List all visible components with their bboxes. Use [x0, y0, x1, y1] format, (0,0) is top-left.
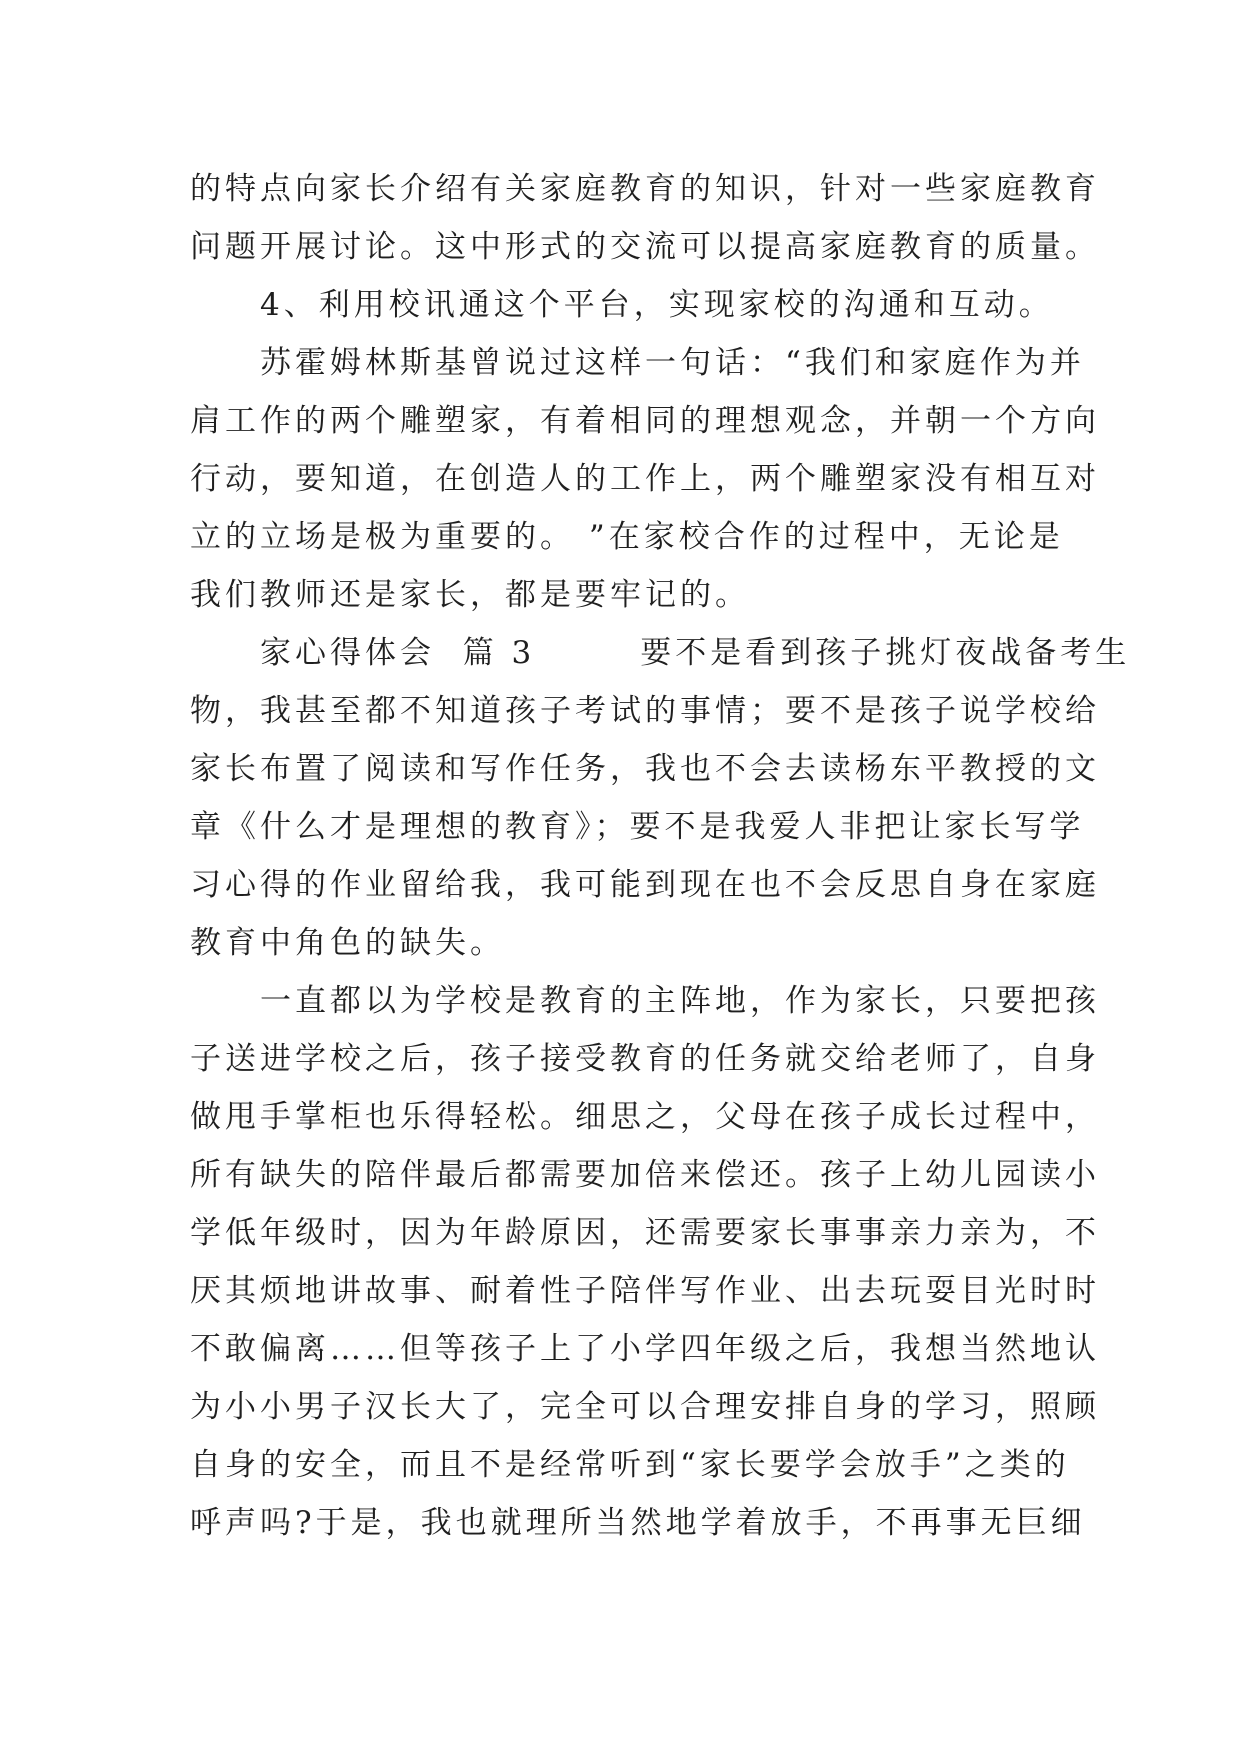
text-line: 问题开展讨论。这中形式的交流可以提高家庭教育的质量。: [190, 229, 1100, 265]
text-line: 呼声吗?于是，我也就理所当然地学着放手，不再事无巨细: [190, 1505, 1086, 1541]
text-line: 子送进学校之后，孩子接受教育的任务就交给老师了，自身: [190, 1041, 1100, 1077]
text-line: 厌其烦地讲故事、耐着性子陪伴写作业、出去玩耍目光时时: [190, 1273, 1100, 1309]
text-line: 所有缺失的陪伴最后都需要加倍来偿还。孩子上幼儿园读小: [190, 1157, 1100, 1193]
text-line: 教育中角色的缺失。: [190, 925, 505, 961]
text-line: 我们教师还是家长，都是要牢记的。: [190, 577, 750, 613]
text-line: 一直都以为学校是教育的主阵地，作为家长，只要把孩: [190, 983, 1100, 1019]
text-line: 的特点向家长介绍有关家庭教育的知识，针对一些家庭教育: [190, 171, 1100, 207]
document-body: [190, 160, 1131, 1552]
text-line: 不敢偏离……但等孩子上了小学四年级之后，我想当然地认: [190, 1331, 1100, 1367]
text-line: 立的立场是极为重要的。 ”在家校合作的过程中，无论是: [190, 519, 1064, 555]
text-line: 物，我甚至都不知道孩子考试的事情；要不是孩子说学校给: [190, 693, 1100, 729]
text-line: 自身的安全，而且不是经常听到“家长要学会放手”之类的: [190, 1447, 1070, 1483]
text-line: 4、利用校讯通这个平台，实现家校的沟通和互动。: [190, 287, 1054, 323]
section-heading-line: 家心得体会 篇 3 要不是看到孩子挑灯夜战备考生: [190, 635, 1131, 671]
text-line: 苏霍姆林斯基曾说过这样一句话：“我们和家庭作为并: [190, 345, 1085, 381]
text-line: 肩工作的两个雕塑家，有着相同的理想观念，并朝一个方向: [190, 403, 1100, 439]
text-line: 家长布置了阅读和写作任务，我也不会去读杨东平教授的文: [190, 751, 1100, 787]
text-line: 为小小男子汉长大了，完全可以合理安排自身的学习，照顾: [190, 1389, 1100, 1425]
text-line: 做甩手掌柜也乐得轻松。细思之，父母在孩子成长过程中，: [190, 1099, 1100, 1135]
text-line: 章《什么才是理想的教育》；要不是我爱人非把让家长写学: [190, 809, 1085, 845]
text-line: 学低年级时，因为年龄原因，还需要家长事事亲力亲为，不: [190, 1215, 1100, 1251]
text-line: 习心得的作业留给我，我可能到现在也不会反思自身在家庭: [190, 867, 1100, 903]
text-line: 行动，要知道，在创造人的工作上，两个雕塑家没有相互对: [190, 461, 1100, 497]
